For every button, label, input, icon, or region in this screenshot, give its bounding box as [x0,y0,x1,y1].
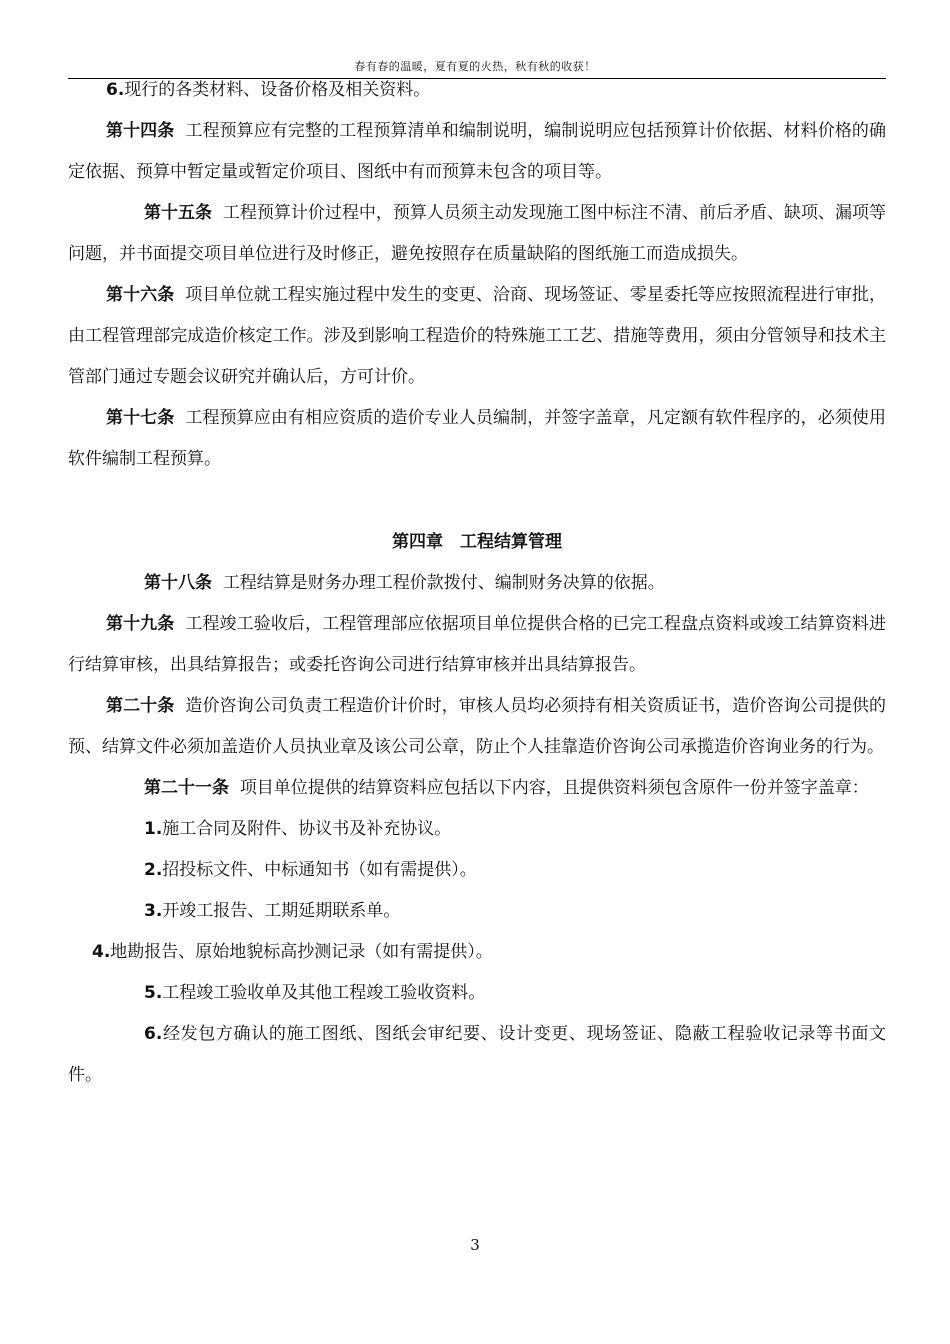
list-item [68,809,886,850]
article-21 [68,768,886,809]
page-header: 春有春的温暖，夏有夏的火热，秋有秋的收获！ [354,60,596,73]
article-label: 第十七条 [106,408,175,428]
article-label: 第十五条 [144,203,213,223]
article-text: 造价咨询公司负责工程造价计价时，审核人员均必须持有相关资质证书，造价咨询公司提供的预、结算文件必须加盖造价人员执业章及该公司公章，防止个人挂靠造价咨询公司承揽造价咨询业务的行为。 [68,696,887,757]
article-label: 第十四条 [106,121,175,141]
item-text: 地勘报告、原始地貌标高抄测记录（如有需提供）。 [110,942,493,962]
list-item [68,1014,886,1096]
list-item [68,850,886,891]
item-number: 3. [144,901,163,921]
item-number: 2. [144,860,163,880]
article-14 [68,111,886,193]
item-number: 1. [144,819,163,839]
article-label: 第十六条 [106,285,175,305]
article-19 [68,604,886,686]
article-20 [68,686,886,768]
page-number: 3 [470,1236,480,1254]
article-text: 工程竣工验收后，工程管理部应依据项目单位提供合格的已完工程盘点资料或竣工结算资料进行结算审核，出具结算报告；或委托咨询公司进行结算审核并出具结算报告。 [68,614,887,675]
list-item [68,973,886,1014]
article-text: 项目单位提供的结算资料应包括以下内容，且提供资料须包含原件一份并签字盖章： [239,778,869,798]
item-text: 开竣工报告、工期延期联系单。 [162,901,401,921]
document-body [68,70,886,1096]
article-label: 第十八条 [144,573,212,593]
article-text: 工程预算应由有相应资质的造价专业人员编制，并签字盖章，凡定额有软件程序的，必须使用软件编制工程预算。 [68,408,887,469]
article-text: 项目单位就工程实施过程中发生的变更、洽商、现场签证、零星委托等应按照流程进行审批，由工程管理部完成造价核定工作。涉及到影响工程造价的特殊施工工艺、措施等费用，须由分管领导和技术主管部门通过专题会议研究并确认后，方可计价。 [68,285,887,387]
item-text: 现行的各类材料、设备价格及相关资料。 [124,80,431,100]
article-text: 工程预算应有完整的工程预算清单和编制说明，编制说明应包括预算计价依据、材料价格的确定依据、预算中暂定量或暂定价项目、图纸中有而预算未包含的项目等。 [68,121,887,182]
article-label: 第二十一条 [144,778,229,798]
article-17 [68,398,886,480]
item-number: 4. [92,942,111,962]
item-text: 施工合同及附件、协议书及补充协议。 [162,819,452,839]
article-label: 第二十条 [106,696,175,716]
chapter-heading: 第四章 工程结算管理 [392,532,562,552]
list-item [68,891,886,932]
item-number: 5. [144,983,163,1003]
item-number: 6. [144,1024,163,1044]
article-label: 第十九条 [106,614,175,634]
item-number: 6. [106,80,125,100]
article-18 [68,563,886,604]
article-text: 工程结算是财务办理工程价款拨付、编制财务决算的依据。 [222,573,665,593]
item-text: 经发包方确认的施工图纸、图纸会审纪要、设计变更、现场签证、隐蔽工程验收记录等书面文件。 [68,1024,886,1085]
list-item [68,932,886,973]
spacer [68,480,886,522]
article-15 [68,193,886,275]
item-text: 工程竣工验收单及其他工程竣工验收资料。 [162,983,486,1003]
article-16 [68,275,886,398]
article-text: 工程预算计价过程中，预算人员须主动发现施工图中标注不清、前后矛盾、缺项、漏项等问题，并书面提交项目单位进行及时修正，避免按照存在质量缺陷的图纸施工而造成损失。 [68,203,887,264]
item-text: 招投标文件、中标通知书（如有需提供）。 [162,860,477,880]
list-item [68,70,886,111]
